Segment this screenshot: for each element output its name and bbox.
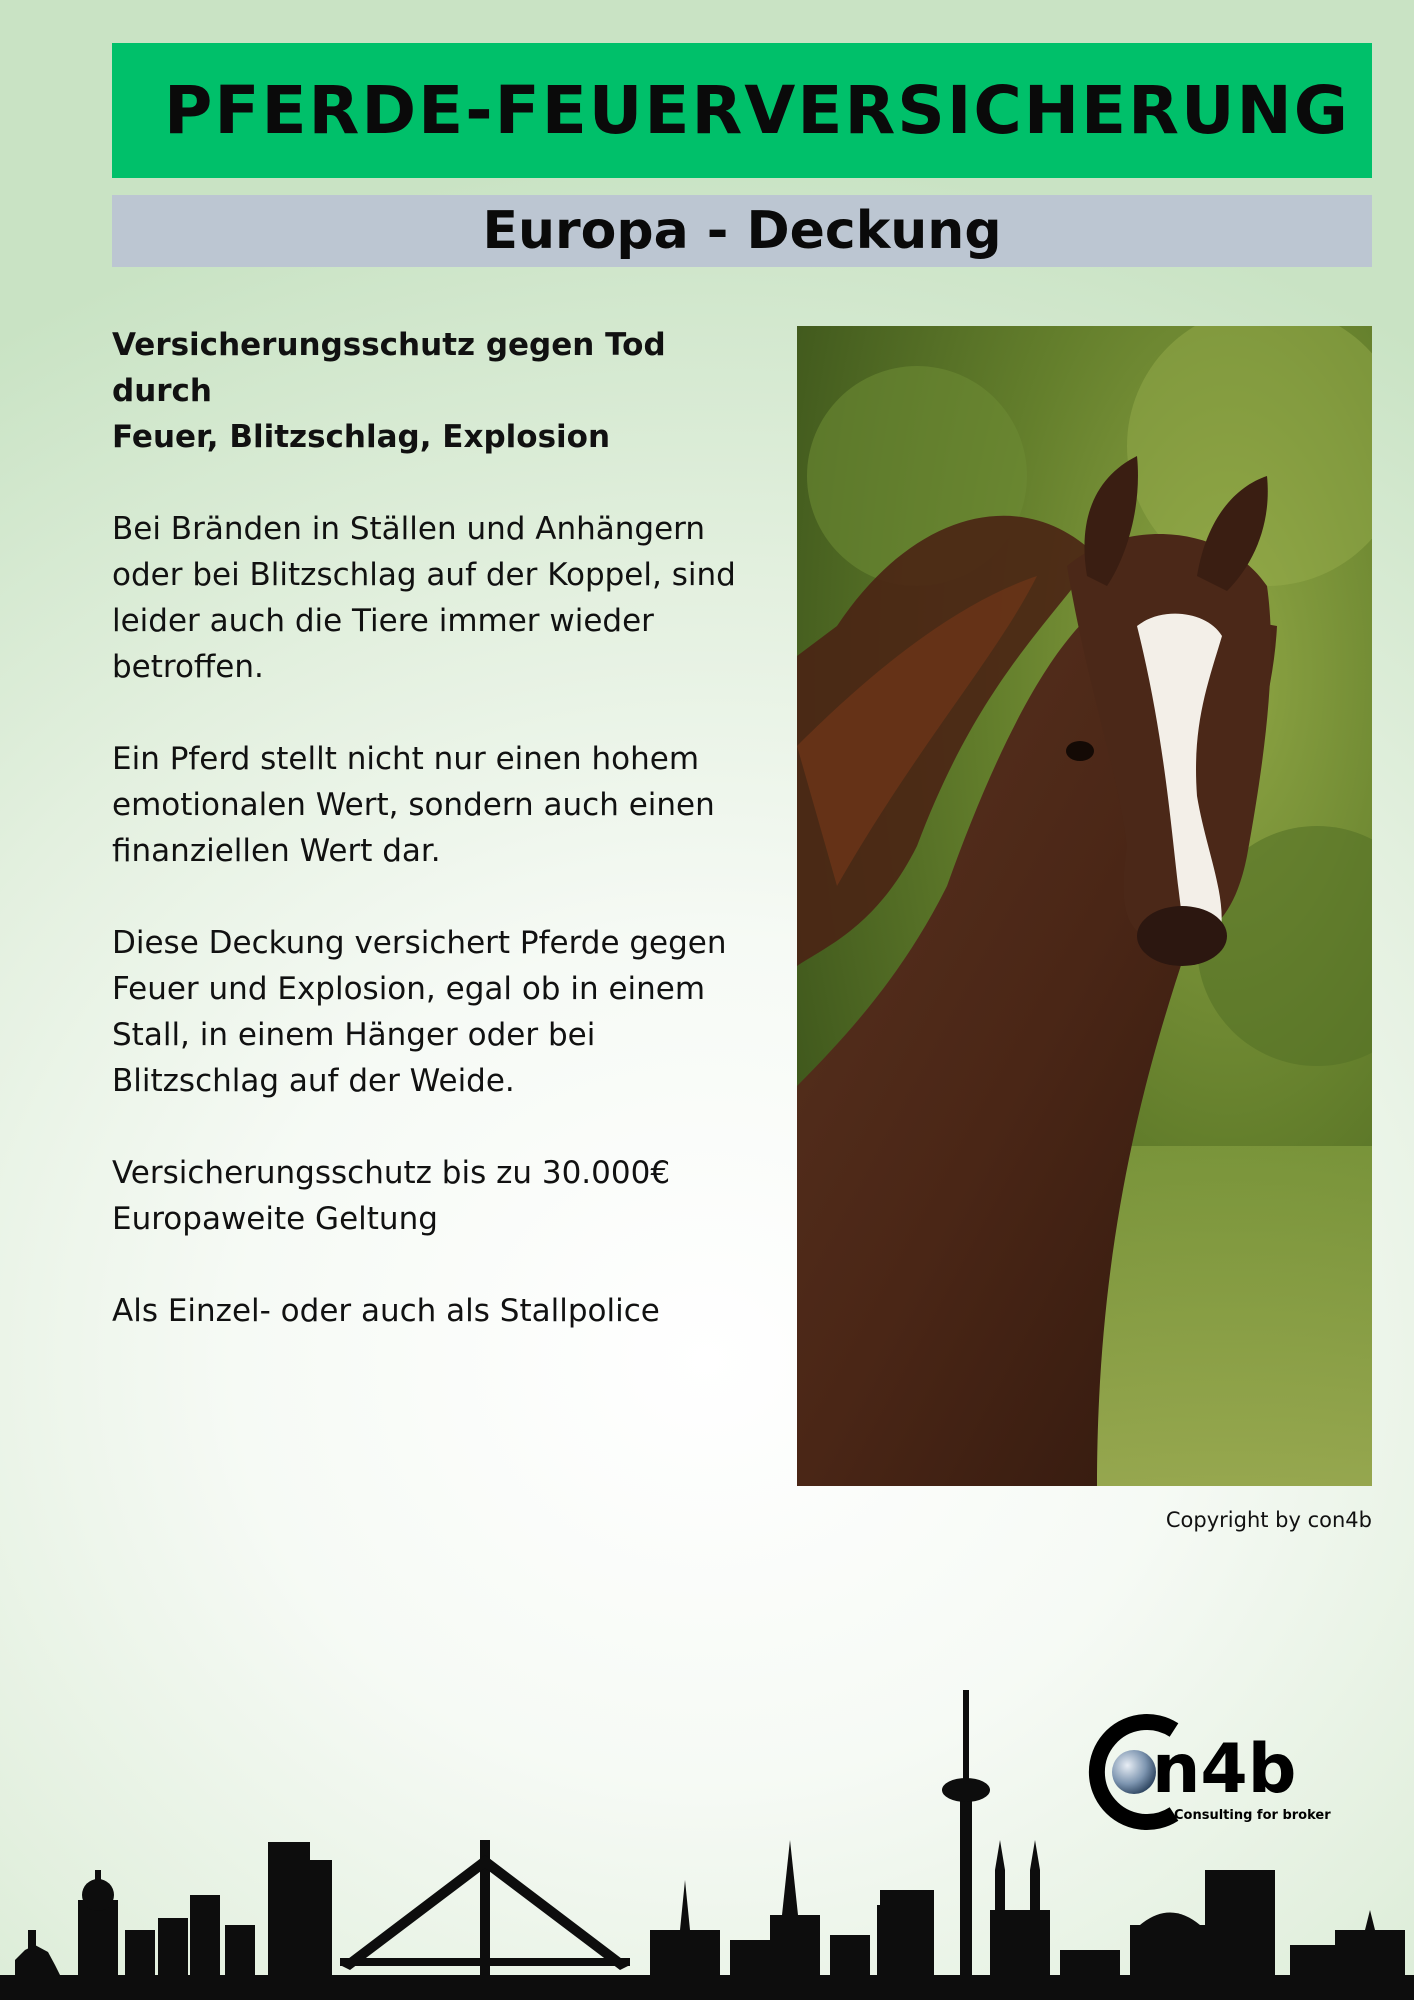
paragraph-value <box>112 736 772 874</box>
page-subtitle: Europa - Deckung <box>482 201 1002 261</box>
text-column <box>112 322 772 1380</box>
paragraph-line: Blitzschlag auf der Weide. <box>112 1063 515 1099</box>
logo-tagline: Consulting for broker <box>1174 1808 1331 1823</box>
paragraph-limit <box>112 1150 772 1242</box>
lead-text <box>112 322 772 460</box>
paragraph-line: Als Einzel- oder auch als Stallpolice <box>112 1293 660 1329</box>
paragraph-line: betroffen. <box>112 649 264 685</box>
paragraph-line: Europaweite Geltung <box>112 1201 438 1237</box>
paragraph-line: Stall, in einem Hänger oder bei <box>112 1017 596 1053</box>
paragraph-line: Diese Deckung versichert Pferde gegen <box>112 925 727 961</box>
page-title: PFERDE-FEUERVERSICHERUNG <box>164 72 1350 149</box>
paragraph-line: Versicherungsschutz bis zu 30.000€ <box>112 1155 671 1191</box>
lead-line: Versicherungsschutz gegen Tod durch <box>112 327 666 409</box>
paragraph-line: Feuer und Explosion, egal ob in einem <box>112 971 706 1007</box>
paragraph-line: leider auch die Tiere immer wieder <box>112 603 654 639</box>
horse-photo <box>797 326 1372 1486</box>
horse-illustration <box>797 326 1372 1486</box>
subtitle-banner <box>112 195 1372 267</box>
paragraph-line: emotionalen Wert, sondern auch einen <box>112 787 715 823</box>
city-skyline <box>0 1690 1414 2000</box>
paragraph-coverage <box>112 920 772 1104</box>
paragraph-fires <box>112 506 772 690</box>
lead-line: Feuer, Blitzschlag, Explosion <box>112 419 611 455</box>
title-banner <box>112 43 1372 178</box>
paragraph-line: oder bei Blitzschlag auf der Koppel, sind <box>112 557 736 593</box>
paragraph-line: finanziellen Wert dar. <box>112 833 441 869</box>
copyright-note: Copyright by con4b <box>1165 1508 1372 1532</box>
paragraph-line: Bei Bränden in Ställen und Anhängern <box>112 511 706 547</box>
paragraph-line: Ein Pferd stellt nicht nur einen hohem <box>112 741 700 777</box>
paragraph-policy <box>112 1288 772 1334</box>
logo-wordmark: n4b <box>1152 1730 1297 1809</box>
